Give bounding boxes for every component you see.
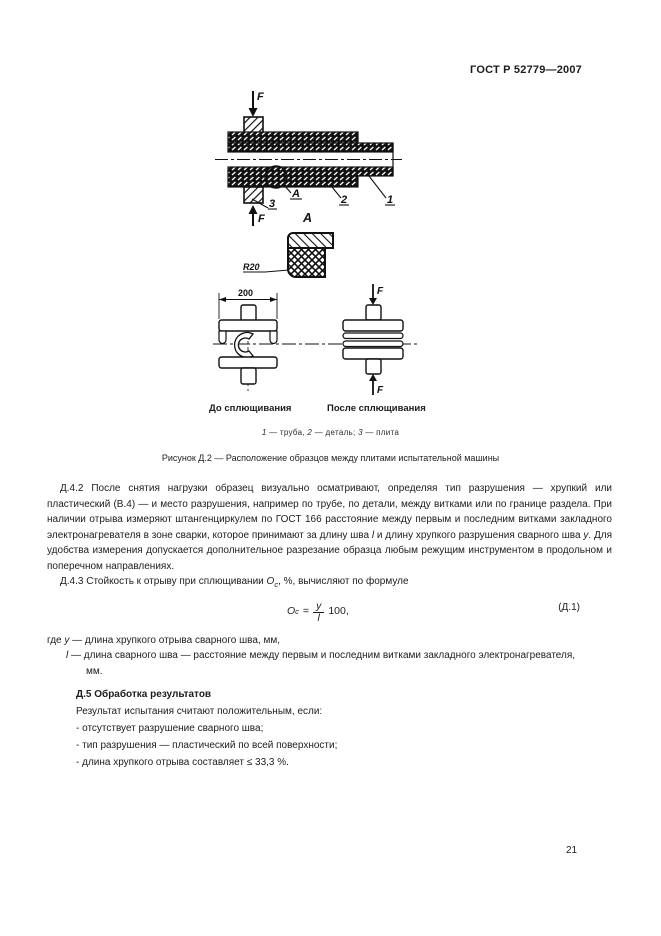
section-d5 — [76, 686, 612, 771]
equation-number: (Д.1) — [558, 601, 580, 613]
fitting-section — [288, 233, 333, 248]
svg-text:2: 2 — [341, 194, 348, 206]
doc-number: ГОСТ Р 52779—2007 — [470, 64, 582, 76]
svg-text:R20: R20 — [243, 262, 260, 272]
radius-callout — [243, 262, 289, 272]
svg-text:1: 1 — [387, 194, 394, 206]
paragraph-d42: Д.4.2 После снятия нагрузки образец визуально осматривают, определяя тип разрушения — хрупкий или пластический (В.4) — и место разрушения, например по трубе, по детали, между витками или по границе раздела. При наличии отрыва измеряют штангенциркулем по ГОСТ 166 расстояние между первым и последним витками закладного электронагревателя в зоне сварки, которое принимают за длину шва l и длину хрупкого разрушения сварного шва у. Для удобства измерения допускается дополнительное разрезание образца любым режущим инструментом в продольном и поперечном направлениях. — [47, 483, 612, 572]
page-number: 21 — [566, 845, 578, 856]
svg-text:A: A — [292, 188, 300, 200]
after-flattening-diagram — [343, 284, 403, 396]
bottom-plate — [244, 187, 263, 203]
force-arrow-top — [249, 91, 265, 117]
formula: О с = $\frac{у}{l}$ 100, — [287, 599, 349, 624]
before-flattening-diagram — [219, 288, 277, 391]
label-pipe-1 — [369, 176, 395, 206]
after-flattening-label: После сплющивания — [327, 403, 426, 414]
where-definition-y: где у — длина хрупкого отрыва сварного шва, мм, — [47, 634, 280, 646]
force-arrow-bottom — [249, 205, 266, 226]
pipe-wall-top — [228, 143, 393, 152]
svg-text:F: F — [257, 91, 264, 103]
figure-caption: Рисунок Д.2 — Расположение образцов между плитами испытательной машины — [161, 453, 500, 463]
formula-row — [47, 597, 612, 631]
fitting-wall-top — [228, 132, 358, 143]
paragraph-d43: Д.4.3 Стойкость к отрыву при сплющивании $О_с$, %, вычисляют по формуле — [60, 576, 409, 589]
top-plate — [244, 117, 263, 133]
result-item-2: - тип разрушения — пластический по всей поверхности; — [76, 740, 338, 751]
result-item-1: - отсутствует разрушение сварного шва; — [76, 723, 264, 734]
section-d5-intro: Результат испытания считают положительным, если: — [76, 706, 323, 717]
svg-text:200: 200 — [238, 288, 254, 298]
svg-text:F: F — [258, 213, 265, 225]
fitting-wall-bottom — [228, 176, 358, 187]
figure-legend: 1 — труба, 2 — деталь; 3 — плита — [261, 428, 400, 437]
where-definition-l: l — длина сварного шва — расстояние между первым и последним витками закладного электронагревателя, — [66, 650, 576, 661]
label-fitting-2 — [332, 187, 349, 206]
detail-view-title: А — [303, 211, 313, 225]
text-block — [47, 481, 612, 771]
pipe-wall-bottom — [228, 167, 393, 176]
before-flattening-label: До сплющивания — [209, 403, 292, 414]
where-definition-l-cont: мм. — [86, 665, 103, 677]
pipe-section — [288, 248, 325, 277]
section-d5-heading: Д.5 Обработка результатов — [76, 689, 212, 700]
detail-a-marker — [290, 188, 302, 200]
flattening-diagrams — [205, 283, 425, 401]
svg-text:F: F — [377, 286, 384, 297]
svg-text:3: 3 — [269, 198, 276, 210]
pipe-c-section — [235, 333, 253, 358]
result-item-3: - длина хрупкого отрыва составляет ≤ 33,3 %. — [76, 757, 289, 768]
detail-a-drawing — [235, 225, 345, 287]
main-assembly-drawing — [195, 86, 475, 231]
svg-text:F: F — [377, 385, 384, 396]
where-block — [47, 633, 612, 680]
